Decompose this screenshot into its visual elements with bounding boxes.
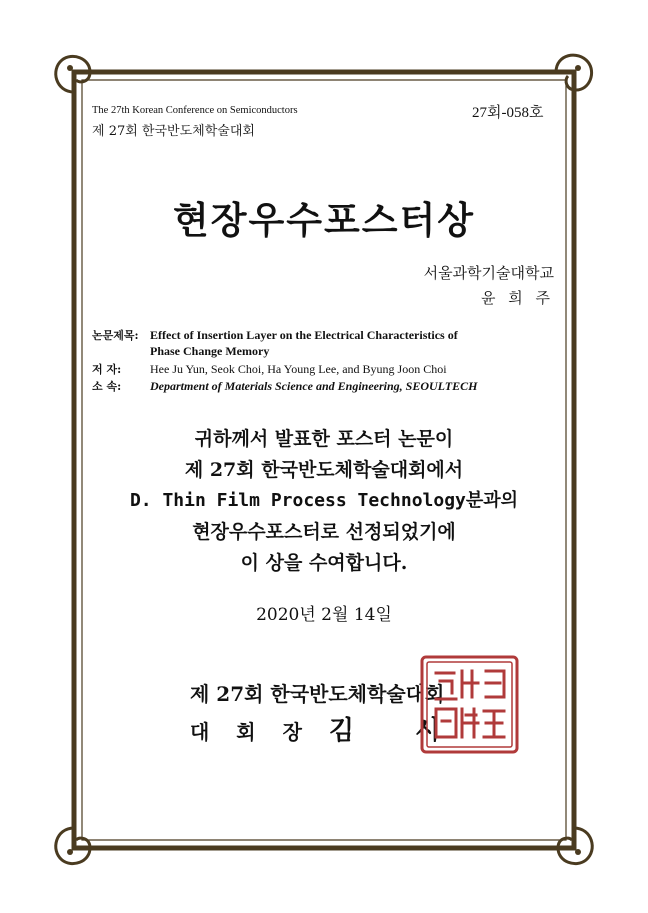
recipient-university: 서울과학기술대학교 [423,264,554,282]
signature-organization: 제 27회 한국반도체학술대회 [190,682,445,706]
body-line-1: 귀하께서 발표한 포스터 논문이 [194,428,454,450]
issue-date: 2020년 2월 14일 [256,605,392,625]
authors-row [92,361,447,377]
body-line-3: D. Thin Film Process Technology분과의 [129,490,519,511]
paper-title-label: 논문제목: [92,329,139,342]
body-line-4: 현장우수포스터로 선정되었기에 [192,521,456,543]
paper-title-line2: Phase Change Memory [150,344,270,358]
affiliation-label: 소 속: [92,380,122,393]
authors-value: Hee Ju Yun, Seok Choi, Ha Young Lee, and Byung Joon Choi [150,362,447,376]
certificate-number: 27회-058호 [472,105,544,121]
conference-name-korean: 제 27회 한국반도체학술대회 [92,124,255,139]
recipient-name: 윤 희 주 [480,289,554,307]
award-title: 현장우수포스터상 [173,198,475,242]
affiliation-row [92,378,477,394]
official-seal-icon [418,653,521,756]
body-line-2: 제 27회 한국반도체학술대회에서 [184,459,464,481]
paper-title-row [92,327,458,343]
chair-name: 김 시 [328,716,467,746]
body-line-5: 이 상을 수여합니다. [240,552,408,574]
paper-title-line1: Effect of Insertion Layer on the Electrical Characteristics of [150,328,458,342]
paper-title-continuation [150,344,269,359]
affiliation-value: Department of Materials Science and Engineering, SEOULTECH [150,379,478,393]
conference-name-english: The 27th Korean Conference on Semiconductors [92,105,298,116]
chair-role: 대 회 장 [190,720,312,744]
authors-label: 저 자: [92,363,122,376]
